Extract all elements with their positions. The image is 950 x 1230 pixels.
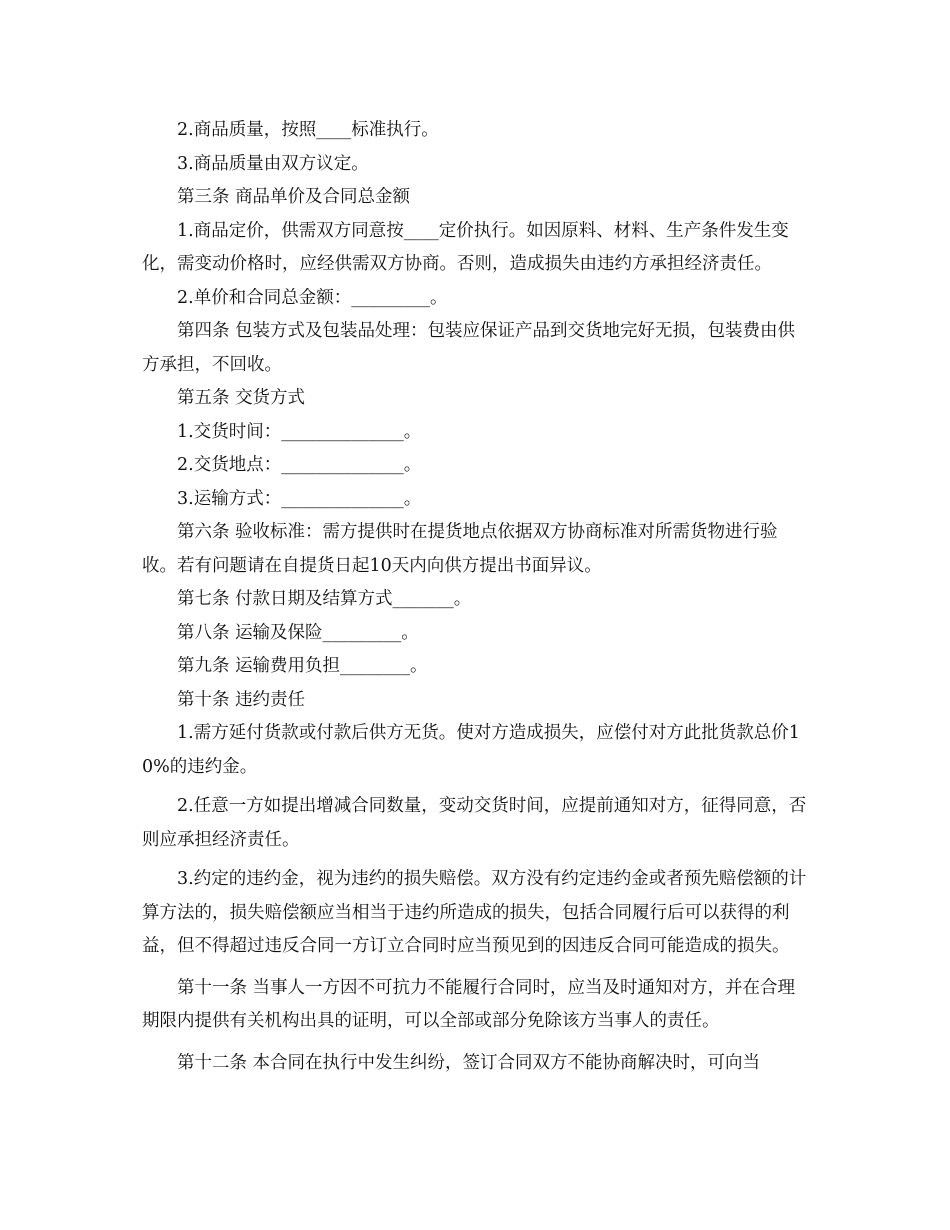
paragraph-transport-method: 3.运输方式：______________。 (177, 488, 422, 509)
article-12-disputes: 第十二条 本合同在执行中发生纠纷，签订合同双方不能协商解决时，可向当 (177, 1052, 761, 1073)
paragraph-quality-agreed: 3.商品质量由双方议定。 (177, 153, 369, 174)
article-11-force-majeure: 第十一条 当事人一方因不可抗力不能履行合同时，应当及时通知对方，并在合理期限内提供有关机构出具的证明，可以全部或部分免除该方当事人的责任。 (142, 977, 796, 1031)
article-5-heading: 第五条 交货方式 (177, 388, 306, 408)
paragraph-quality-standard: 2.商品质量，按照____标准执行。 (177, 120, 439, 140)
paragraph-late-payment: 1.需方延付货款或付款后供方无货。使对方造成损失，应偿付对方此批货款总价10%的违约金。 (142, 723, 800, 777)
article-8-insurance: 第八条 运输及保险_________。 (177, 622, 419, 643)
paragraph-delivery-time: 1.交货时间：______________。 (177, 421, 422, 442)
article-10-heading: 第十条 违约责任 (177, 689, 306, 710)
paragraph-delivery-place: 2.交货地点：______________。 (177, 455, 422, 475)
article-3-heading: 第三条 商品单价及合同总金额 (177, 187, 411, 207)
document-body (142, 114, 812, 1080)
paragraph-pricing: 1.商品定价，供需双方同意按____定价执行。如因原料、材料、生产条件发生变化，需变动价格时，应经供需双方协商。否则，造成损失由违约方承担经济责任。 (142, 220, 789, 274)
article-9-freight: 第九条 运输费用负担________。 (177, 656, 428, 676)
article-6-acceptance: 第六条 验收标准：需方提供时在提货地点依据双方协商标准对所需货物进行验收。若有问题请在自提货日起10天内向供方提出书面异议。 (142, 522, 778, 576)
article-4-packaging: 第四条 包装方式及包装品处理：包装应保证产品到交货地完好无损，包装费由供方承担，不回收。 (142, 321, 796, 375)
paragraph-total-amount: 2.单价和合同总金额：_________。 (177, 287, 448, 308)
paragraph-quantity-change: 2.任意一方如提出增减合同数量，变动交货时间，应提前通知对方，征得同意，否则应承担经济责任。 (142, 796, 807, 850)
article-7-payment: 第七条 付款日期及结算方式_______。 (177, 589, 472, 609)
paragraph-penalty: 3.约定的违约金，视为违约的损失赔偿。双方没有约定违约金或者预先赔偿额的计算方法的，损失赔偿额应当相当于违约所造成的损失，包括合同履行后可以获得的利益，但不得超过违反合同一方订立合同时应当预见到的因违反合同可能造成的损失。 (142, 869, 807, 956)
